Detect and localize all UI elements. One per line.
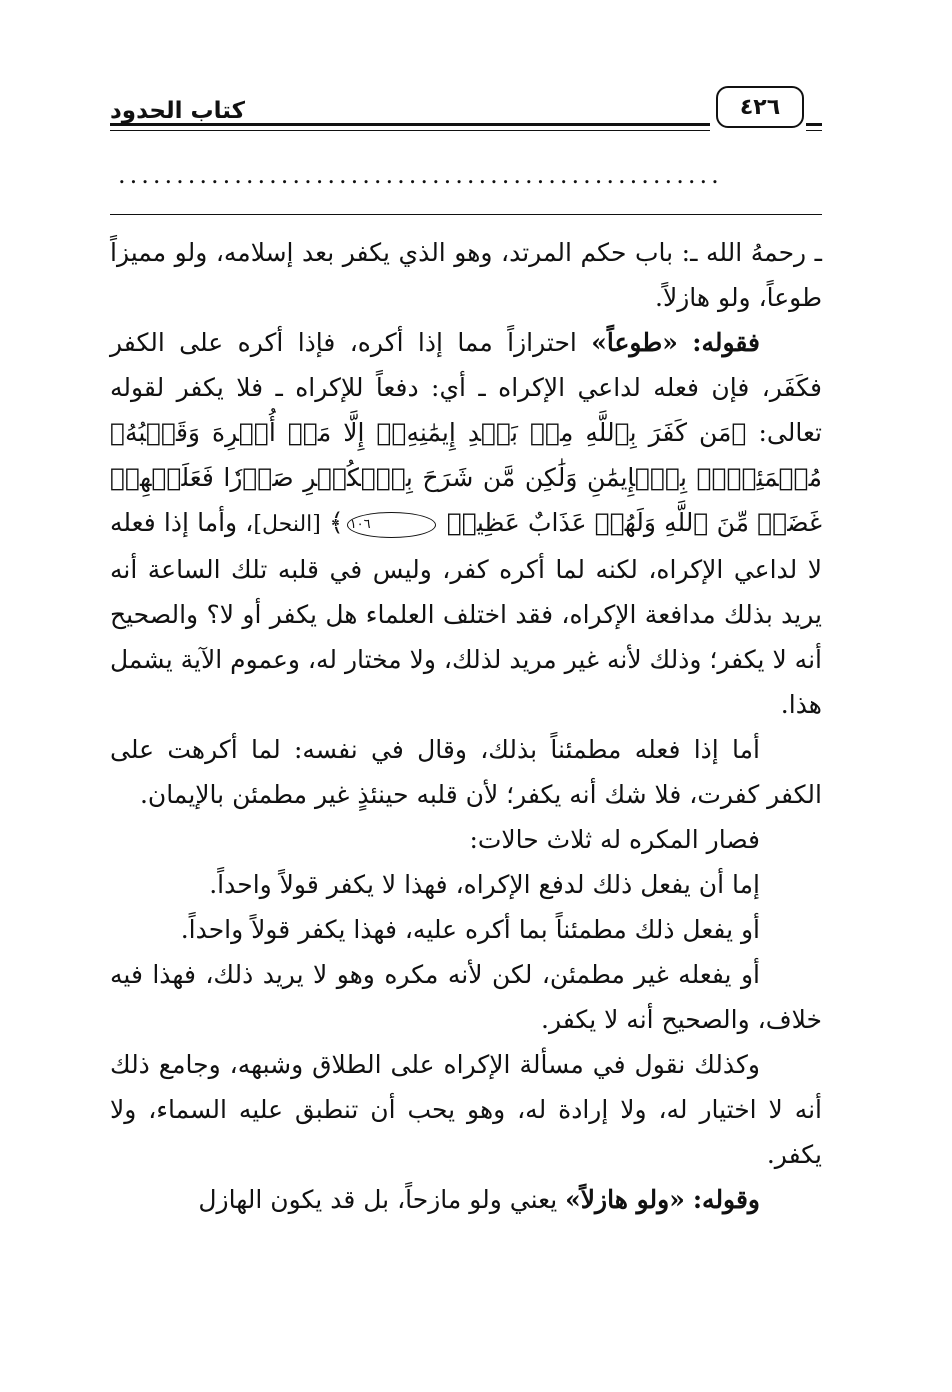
book-title: كتاب الحدود	[110, 98, 246, 124]
surah-reference: [النحل]	[253, 512, 321, 537]
paragraph-2	[110, 320, 822, 727]
header-rule-right	[806, 123, 822, 126]
footnote-separator-dots: ....................................................	[118, 161, 723, 189]
paragraph-8: وكذلك نقول في مسألة الإكراه على الطلاق وشبهه، وجامع ذلك أنه لا اختيار له، ولا إرادة له، وهو يحب أن تنطبق عليه السماء، ولا يكفر.	[110, 1050, 822, 1169]
paragraph-2-lead: فقوله:	[692, 328, 761, 357]
header-rule-right-thin	[806, 130, 822, 131]
paragraph-3: أما إذا فعله مطمئناً بذلك، وقال في نفسه: لما أكرهت على الكفر كفرت، فلا شك أنه يكفر؛ لأن قلبه حينئذٍ غير مطمئن بالإيمان.	[110, 735, 822, 809]
ayah-open-bracket: ﴿	[731, 418, 747, 447]
quran-verse: مَن كَفَرَ بِٱللَّهِ مِنۢ بَعۡدِ إِيمَٰنِهِۦٓ إِلَّا مَنۡ أُكۡرِهَ وَقَلۡبُهُۥ مُطۡمَئِنُّۢ بِٱلۡإِيمَٰنِ وَلَٰكِن مَّن شَرَحَ بِٱلۡكُفۡرِ صَدۡرٗا فَعَلَيۡهِمۡ غَضَبٞ مِّنَ ٱللَّهِ وَلَهُمۡ عَذَابٌ عَظِيمٞ	[110, 418, 822, 537]
paragraph-7: أو يفعله غير مطمئن، لكن لأنه مكره وهو لا يريد ذلك، فهذا فيه خلاف، والصحيح أنه لا يكفر.	[110, 960, 822, 1034]
header-rule-left-thin	[110, 130, 710, 131]
main-text	[110, 230, 822, 1222]
ayah-number-marker: ١٠٦	[347, 512, 436, 538]
page-header	[110, 80, 822, 140]
separator-line	[110, 214, 822, 215]
paragraph-9-lead: وقوله:	[692, 1185, 760, 1214]
paragraph-4: فصار المكره له ثلاث حالات:	[469, 825, 760, 854]
paragraph-9	[110, 1177, 822, 1222]
paragraph-2-text: احترازاً مما إذا أكره، فإذا أكره على الكفر فكَفَر، فإن فعله لداعي الإكراه ـ أي: دفعاً للإكراه ـ فلا يكفر لقوله تعالى:	[110, 328, 822, 447]
quoted-term-hazilan: «ولو هازلاً»	[565, 1185, 685, 1214]
paragraph-6: أو يفعل ذلك مطمئناً بما أكره عليه، فهذا يكفر قولاً واحداً.	[180, 915, 760, 944]
paragraph-5: إما أن يفعل ذلك لدفع الإكراه، فهذا لا يكفر قولاً واحداً.	[209, 870, 760, 899]
paragraph-2-continuation: ، وأما إذا فعله لا لداعي الإكراه، لكنه لما أكره كفر، وليس في قلبه تلك الساعة أنه يريد بذلك مدافعة الإكراه، فقد اختلف العلماء هل يكفر أو لا؟ والصحيح أنه لا يكفر؛ وذلك لأنه غير مريد لذلك، ولا مختار له، وعموم الآية يشمل هذا.	[110, 508, 822, 719]
page-number: ٤٢٦	[716, 86, 804, 128]
quoted-term-taw-an: «طوعاً»	[591, 328, 678, 357]
paragraph-1: ـ رحمهُ الله ـ: باب حكم المرتد، وهو الذي يكفر بعد إسلامه، ولو مميزاً طوعاً، ولو هازلاً.	[110, 238, 822, 312]
paragraph-9-text: يعني ولو مازحاً، بل قد يكون الهازل	[198, 1185, 558, 1214]
ayah-close-bracket: ﴾	[329, 508, 344, 537]
